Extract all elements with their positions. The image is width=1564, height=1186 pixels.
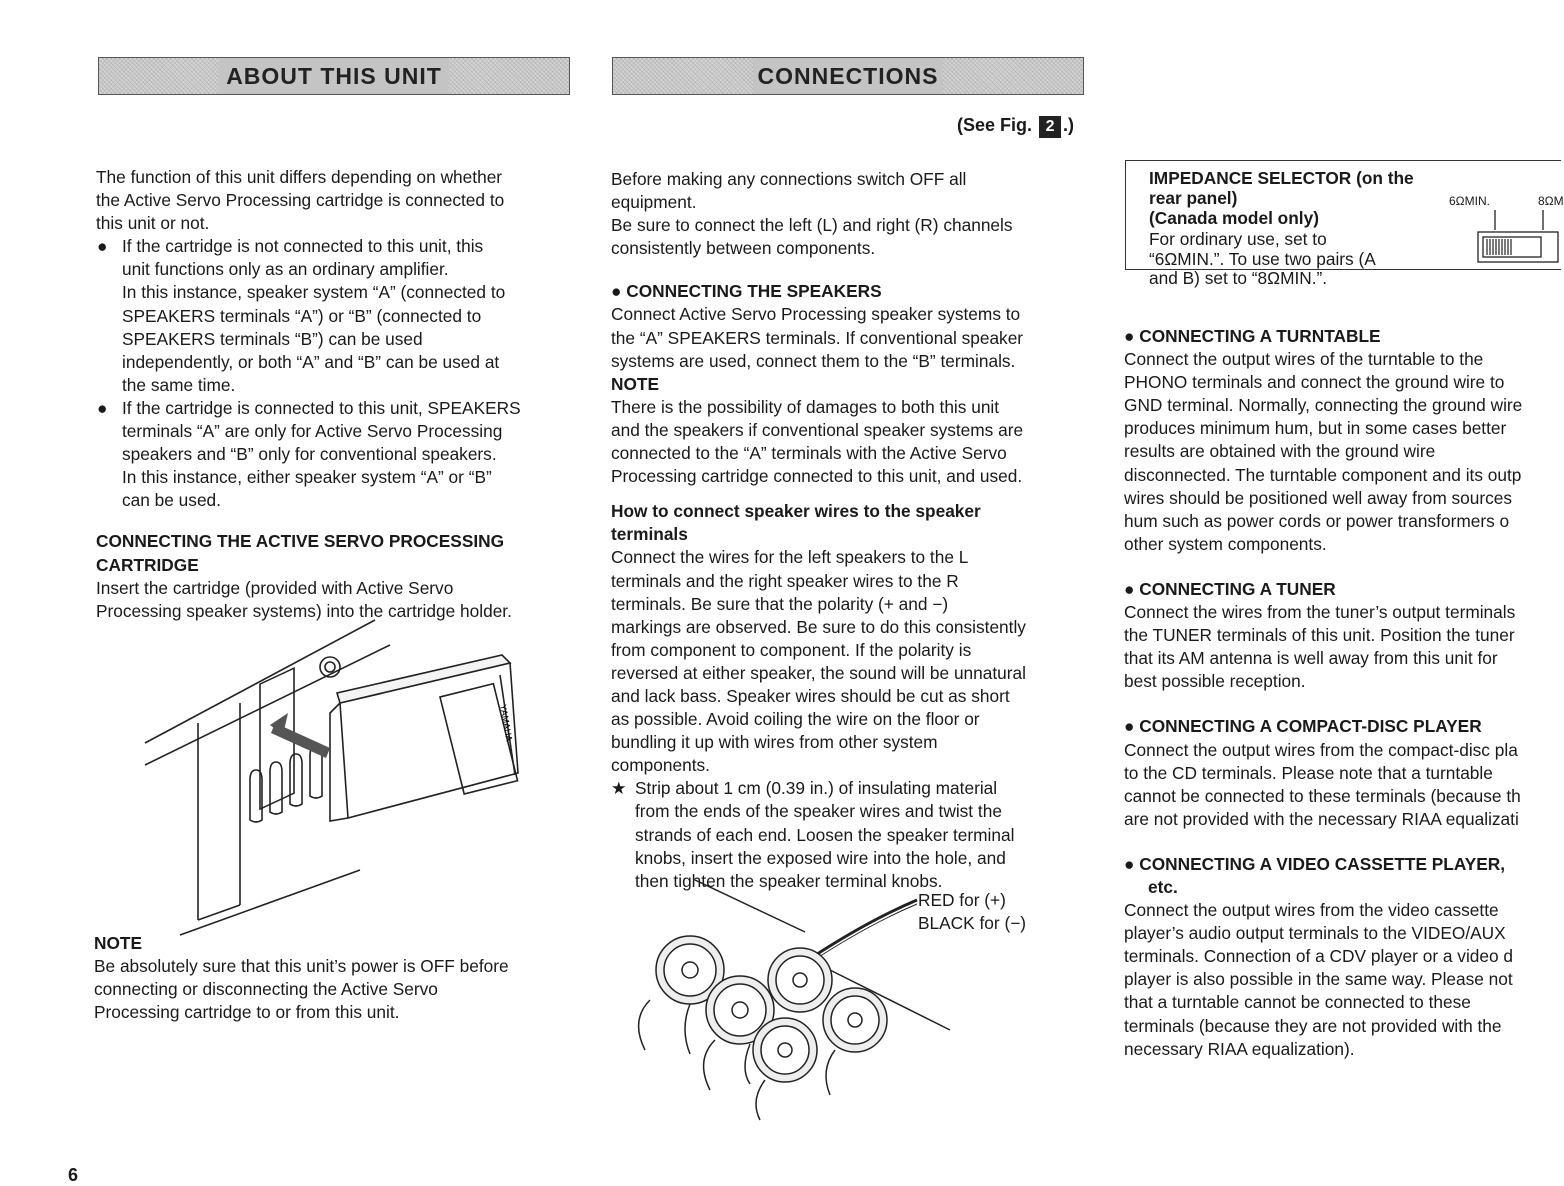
text-line: systems are used, connect them to the “B” terminals. (611, 350, 1016, 371)
terminal-knob-icon (753, 1018, 817, 1120)
cartridge-illustration (140, 605, 540, 935)
left-note-heading: NOTE (94, 933, 143, 953)
text-line: the same time. (122, 374, 236, 395)
text-line: Connect the wires from the tuner’s output terminals (1124, 602, 1516, 623)
insert-arrow-icon (270, 713, 330, 758)
bullet-icon: ● (1124, 716, 1140, 737)
text-line: rear panel) (1149, 188, 1238, 208)
text-line: SPEAKERS terminals “A”) or “B” (connected to (122, 305, 482, 326)
speakers-heading (611, 280, 1081, 303)
terminal-knob-icon (768, 948, 832, 1012)
vcr-heading-cont: etc. (1148, 876, 1178, 897)
text-line: to the CD terminals. Please note that a turntable (1124, 762, 1493, 783)
text-line: unit functions only as an ordinary amplifier. (122, 259, 449, 280)
impedance-selector (1149, 168, 1479, 289)
text-line: produces minimum hum, but in some cases better (1124, 418, 1507, 439)
text-line: results are obtained with the ground wire (1124, 441, 1436, 462)
howto-heading (611, 500, 1081, 546)
text-line: equipment. (611, 192, 697, 213)
text-line: consistently between components. (611, 238, 876, 259)
fig-ref-number: 2 (1039, 116, 1061, 138)
text-line: best possible reception. (1124, 671, 1306, 692)
vcr-heading: CONNECTING A VIDEO CASSETTE PLAYER, (1139, 853, 1506, 874)
text-line: components. (611, 755, 710, 776)
strip-instruction (611, 777, 1081, 892)
figure-reference (957, 115, 1074, 138)
text-line: CONNECTING THE ACTIVE SERVO PROCESSING (96, 531, 505, 552)
turntable-heading: CONNECTING A TURNTABLE (1139, 326, 1381, 346)
star-icon: ★ (611, 778, 627, 799)
text-line: “6ΩMIN.”. To use two pairs (A (1149, 248, 1376, 269)
speaker-terminals-illustration (620, 880, 960, 1120)
cartridge-heading (96, 530, 576, 576)
text-line: GND terminal. Normally, connecting the ground wire (1124, 395, 1523, 416)
bullet-icon: ● (97, 236, 108, 257)
text-line: Insert the cartridge (provided with Active Servo (96, 577, 454, 598)
text-line: terminals (611, 524, 688, 545)
text-line: player is also possible in the same way. Please not (1124, 969, 1513, 990)
text-line: disconnected. The turntable component and its outp (1124, 464, 1522, 485)
text-line: Be sure to connect the left (L) and right (R) channels (611, 215, 1013, 236)
text-line: hum such as power cords or power transformers o (1124, 510, 1510, 531)
text-line: reversed at either speaker, the sound will be unnatural (611, 662, 1027, 683)
text-line: the TUNER terminals of this unit. Position the tuner (1124, 625, 1515, 646)
text-line: In this instance, either speaker system “A” or “B” (122, 467, 492, 488)
black-wire-label: BLACK for (−) (918, 913, 1027, 934)
text-line: player’s audio output terminals to the VIDEO/AUX (1124, 923, 1506, 944)
text-line: other system components. (1124, 533, 1327, 554)
cd-heading: CONNECTING A COMPACT-DISC PLAYER (1139, 716, 1482, 737)
text-line: then tighten the speaker terminal knobs. (635, 870, 943, 891)
text-line: can be used. (122, 490, 221, 511)
text-line: and the speakers if conventional speaker systems are (611, 419, 1024, 440)
text-line: bundling it up with wires from other system (611, 732, 938, 753)
text-line: PHONO terminals and connect the ground wire to (1124, 372, 1505, 393)
text-line: In this instance, speaker system “A” (connected to (122, 282, 506, 303)
text-line: IMPEDANCE SELECTOR (on the (1149, 168, 1414, 188)
bullet-connected (96, 397, 576, 512)
bullet-icon: ● (1124, 326, 1140, 346)
fig-ref-prefix: (See Fig. (957, 115, 1033, 135)
bullet-not-connected (96, 235, 576, 397)
left-intro (96, 166, 576, 235)
tuner-heading: CONNECTING A TUNER (1139, 578, 1336, 599)
text-line: and lack bass. Speaker wires should be cut as short (611, 685, 1010, 706)
text-line: The function of this unit differs depending on whether (96, 167, 503, 187)
text-line: Connect the output wires of the turntable to the (1124, 349, 1484, 370)
text-line: cannot be connected to these terminals (because th (1124, 785, 1521, 806)
fig-ref-suffix: .) (1063, 115, 1075, 135)
text-line: Be absolutely sure that this unit’s power is OFF before (94, 956, 509, 977)
text-line: that its AM antenna is well away from this unit for (1124, 648, 1498, 669)
connections-banner (612, 57, 1084, 95)
text-line: markings are observed. Be sure to do this consistently (611, 616, 1026, 637)
text-line: this unit or not. (96, 213, 210, 234)
switch-label-8ohm: 8ΩM (1538, 194, 1564, 208)
middle-column (611, 168, 1081, 893)
text-line: CONNECTING THE SPEAKERS (626, 281, 882, 302)
left-column (96, 166, 576, 623)
bullet-icon: ● (97, 397, 108, 418)
text-line: CARTRIDGE (96, 554, 199, 575)
impedance-switch (1470, 210, 1561, 270)
terminal-knob-icon (823, 988, 887, 1095)
text-line: speakers and “B” only for conventional speakers. (122, 444, 497, 465)
red-wire-label: RED for (+) (918, 890, 1006, 910)
text-line: Processing cartridge connected to this unit, and used. (611, 466, 1023, 487)
text-line: the “A” SPEAKERS terminals. If conventional speaker (611, 327, 1024, 348)
text-line: that a turntable cannot be connected to these (1124, 992, 1471, 1013)
about-banner (98, 57, 570, 95)
text-line: connected to the “A” terminals with the Active Servo (611, 443, 1007, 464)
text-line: terminals “A” are only for Active Servo Processing (122, 421, 503, 442)
text-line: If the cartridge is not connected to this unit, this (122, 236, 484, 257)
switch-label-6ohm: 6ΩMIN. (1449, 194, 1490, 208)
text-line: For ordinary use, set to (1149, 229, 1327, 249)
text-line: independently, or both “A” and “B” can be used at (122, 351, 500, 372)
text-line: There is the possibility of damages to both this unit (611, 396, 1000, 417)
text-line: from the ends of the speaker wires and twist the (635, 801, 1002, 822)
text-line: terminals. Be sure that the polarity (+ and −) (611, 593, 949, 614)
text-line: Strip about 1 cm (0.39 in.) of insulating material (635, 778, 998, 799)
text-line: Before making any connections switch OFF all (611, 169, 967, 189)
text-line: (Canada model only) (1149, 208, 1319, 228)
text-line: connecting or disconnecting the Active Servo (94, 979, 438, 1000)
text-line: wires should be positioned well away from sources (1124, 487, 1513, 508)
text-line: knobs, insert the exposed wire into the hole, and (635, 847, 1006, 868)
about-banner-title: ABOUT THIS UNIT (219, 58, 449, 94)
text-line: SPEAKERS terminals “B”) can be used (122, 328, 423, 349)
text-line: Processing cartridge to or from this unit. (94, 1002, 400, 1023)
bullet-icon: ● (1124, 853, 1140, 874)
page-number: 6 (68, 1165, 79, 1185)
text-line: as possible. Avoid coiling the wire on the floor or (611, 709, 980, 730)
text-line: the Active Servo Processing cartridge is connected to (96, 190, 505, 211)
text-line: Connect the wires for the left speakers to the L (611, 547, 969, 568)
text-line: terminals (because they are not provided with the (1124, 1015, 1502, 1036)
connections-banner-title: CONNECTIONS (753, 58, 943, 94)
bullet-icon: ● (1124, 578, 1140, 599)
text-line: Connect the output wires from the video cassette (1124, 900, 1499, 921)
text-line: terminals and the right speaker wires to the R (611, 570, 959, 591)
text-line: Processing speaker systems) into the cartridge holder. (96, 600, 512, 621)
text-line: Connect Active Servo Processing speaker systems to (611, 304, 1021, 325)
text-line: are not provided with the necessary RIAA equalizati (1124, 808, 1519, 829)
text-line: Connect the output wires from the compact-disc pla (1124, 739, 1518, 760)
right-column (1124, 325, 1561, 1061)
text-line: necessary RIAA equalization). (1124, 1038, 1355, 1059)
text-line: and B) set to “8ΩMIN.”. (1149, 268, 1328, 288)
bullet-icon: ● (611, 281, 627, 302)
text-line: How to connect speaker wires to the speaker (611, 501, 981, 522)
cartridge-brand: YAMAHA (498, 703, 515, 743)
text-line: If the cartridge is connected to this unit, SPEAKERS (122, 397, 521, 418)
middle-note-heading: NOTE (611, 373, 660, 394)
text-line: terminals. Connection of a CDV player or a video d (1124, 946, 1514, 967)
text-line: strands of each end. Loosen the speaker terminal (635, 824, 1015, 845)
text-line: from component to component. If the polarity is (611, 639, 972, 660)
left-note (94, 932, 574, 1024)
